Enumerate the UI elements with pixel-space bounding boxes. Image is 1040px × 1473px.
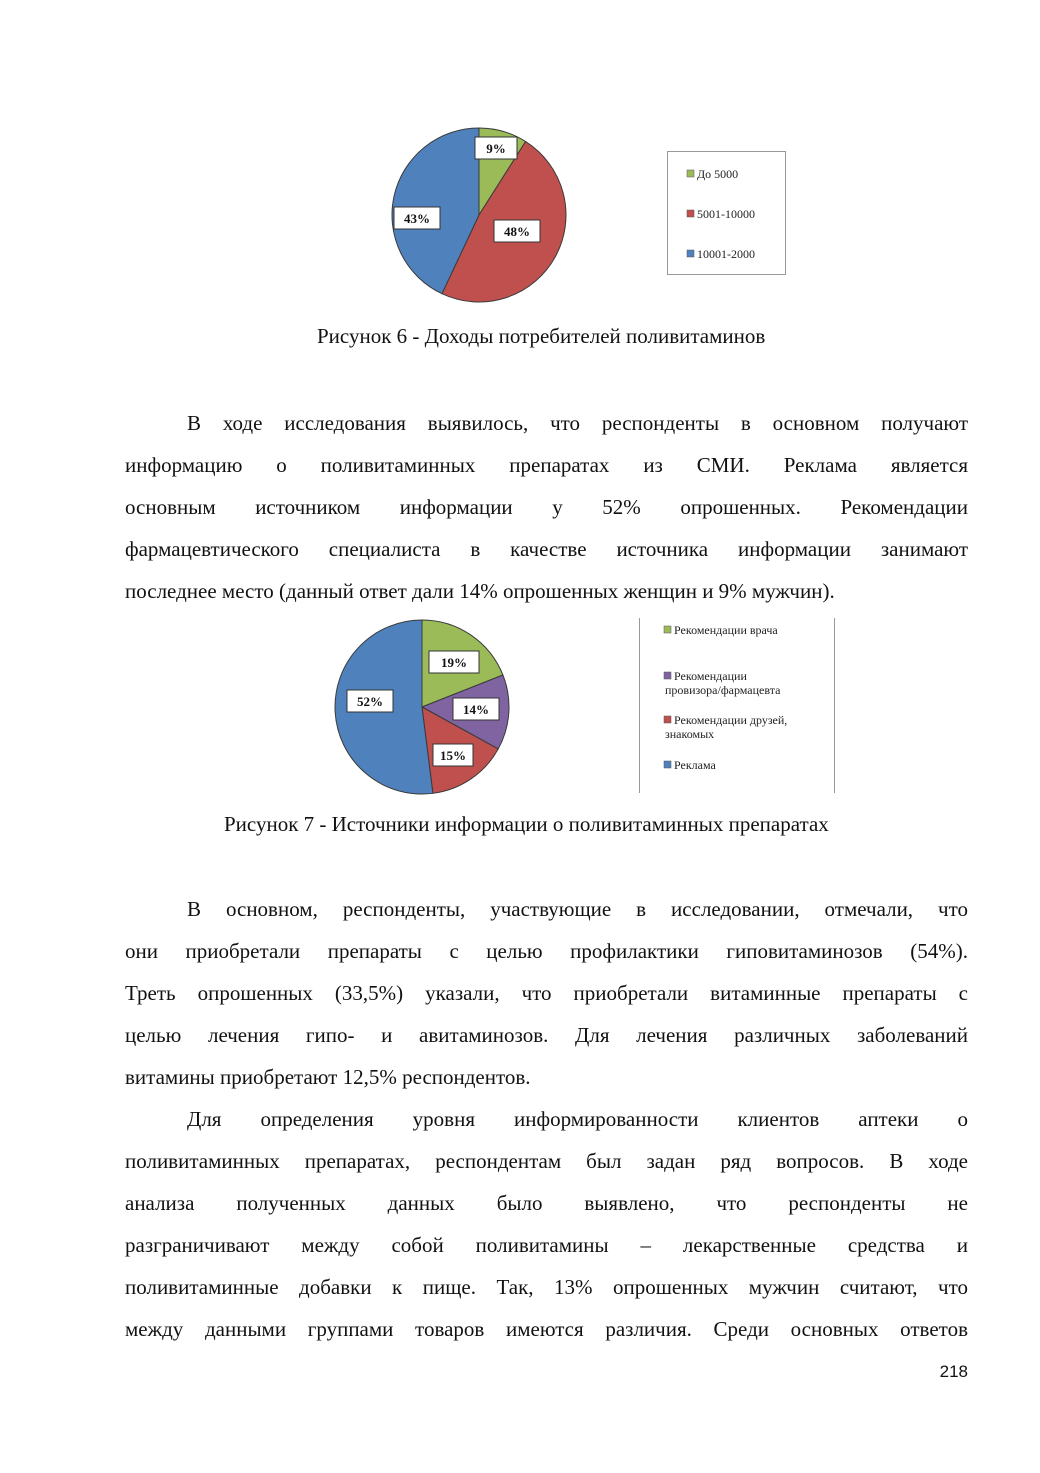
pie-data-label bbox=[453, 698, 499, 720]
svg-text:Рекомендации: Рекомендации bbox=[674, 669, 747, 683]
legend-swatch bbox=[687, 210, 694, 217]
paragraph-line: В основном, респонденты, участвующие в исследовании, отмечали, что bbox=[187, 897, 968, 921]
svg-text:Рекомендации врача: Рекомендации врача bbox=[674, 623, 778, 637]
pie-data-label bbox=[475, 137, 517, 159]
paragraph-line: В ходе исследования выявилось, что респонденты в основном получают bbox=[187, 411, 968, 435]
figure6-caption: Рисунок 6 - Доходы потребителей поливитаминов bbox=[317, 324, 766, 348]
svg-text:48%: 48% bbox=[504, 224, 530, 239]
legend-entry bbox=[687, 167, 738, 181]
income-legend bbox=[668, 152, 785, 274]
pie-data-label bbox=[429, 651, 479, 673]
figure7-legend bbox=[639, 618, 835, 793]
svg-text:Реклама: Реклама bbox=[674, 758, 716, 772]
svg-text:19%: 19% bbox=[441, 655, 467, 670]
paragraph-awareness bbox=[125, 1098, 968, 1350]
svg-text:знакомых: знакомых bbox=[665, 727, 715, 741]
paragraph-purchase-purpose bbox=[125, 888, 968, 1098]
svg-text:15%: 15% bbox=[440, 748, 466, 763]
figure7-caption: Рисунок 7 - Источники информации о поливитаминных препаратах bbox=[224, 812, 829, 836]
legend-swatch bbox=[664, 761, 671, 768]
svg-text:5001-10000: 5001-10000 bbox=[697, 207, 755, 221]
pie-data-label bbox=[433, 744, 473, 766]
paragraph-line: последнее место (данный ответ дали 14% опрошенных женщин и 9% мужчин). bbox=[125, 579, 835, 603]
paragraph-line: поливитаминные добавки к пище. Так, 13% опрошенных мужчин считают, что bbox=[125, 1275, 968, 1299]
legend-swatch bbox=[687, 170, 694, 177]
svg-text:52%: 52% bbox=[357, 694, 383, 709]
legend-swatch bbox=[687, 250, 694, 257]
svg-text:До 5000: До 5000 bbox=[697, 167, 739, 181]
paragraph-line: витамины приобретают 12,5% респондентов. bbox=[125, 1065, 531, 1089]
figure6-legend bbox=[667, 151, 786, 275]
legend-swatch bbox=[664, 716, 671, 723]
paragraph-line: целью лечения гипо- и авитаминозов. Для лечения различных заболеваний bbox=[125, 1023, 968, 1047]
svg-text:43%: 43% bbox=[404, 211, 430, 226]
legend-entry bbox=[664, 758, 716, 772]
pie-data-label bbox=[494, 220, 540, 242]
paragraph-line: основным источником информации у 52% опрошенных. Рекомендации bbox=[125, 495, 968, 519]
paragraph-line: фармацевтического специалиста в качестве источника информации занимают bbox=[125, 537, 968, 561]
information-sources-pie-chart bbox=[325, 615, 525, 800]
legend-entry bbox=[687, 247, 755, 261]
legend-swatch bbox=[664, 672, 671, 679]
legend-swatch bbox=[664, 626, 671, 633]
paragraph-line: информацию о поливитаминных препаратах из СМИ. Реклама является bbox=[125, 453, 968, 477]
svg-text:9%: 9% bbox=[486, 141, 506, 156]
pie-data-label bbox=[394, 207, 440, 229]
paragraph-line: анализа полученных данных было выявлено, что респонденты не bbox=[125, 1191, 968, 1215]
paragraph-line: поливитаминных препаратах, респондентам был задан ряд вопросов. В ходе bbox=[125, 1149, 968, 1173]
svg-text:Рекомендации друзей,: Рекомендации друзей, bbox=[674, 713, 788, 727]
paragraph-line: они приобретали препараты с целью профилактики гиповитаминозов (54%). bbox=[125, 939, 968, 963]
legend-entry bbox=[687, 207, 755, 221]
paragraph-line: Треть опрошенных (33,5%) указали, что приобретали витаминные препараты с bbox=[125, 981, 968, 1005]
paragraph-line: разграничивают между собой поливитамины – лекарственные средства и bbox=[125, 1233, 968, 1257]
paragraph-line: Для определения уровня информированности клиентов аптеки о bbox=[187, 1107, 968, 1131]
legend-entry bbox=[664, 713, 787, 741]
legend-entry bbox=[664, 623, 778, 637]
figure7-chart bbox=[325, 615, 525, 800]
svg-text:14%: 14% bbox=[463, 702, 489, 717]
paragraph-information-sources bbox=[125, 402, 968, 612]
svg-text:10001-2000: 10001-2000 bbox=[697, 247, 755, 261]
svg-text:провизора/фармацевта: провизора/фармацевта bbox=[665, 683, 781, 697]
page-number: 218 bbox=[939, 1362, 968, 1381]
legend-entry bbox=[664, 669, 781, 697]
pie-data-label bbox=[347, 690, 393, 712]
paragraph-line: между данными группами товаров имеются различия. Среди основных ответов bbox=[125, 1317, 968, 1341]
information-sources-legend bbox=[640, 618, 834, 793]
